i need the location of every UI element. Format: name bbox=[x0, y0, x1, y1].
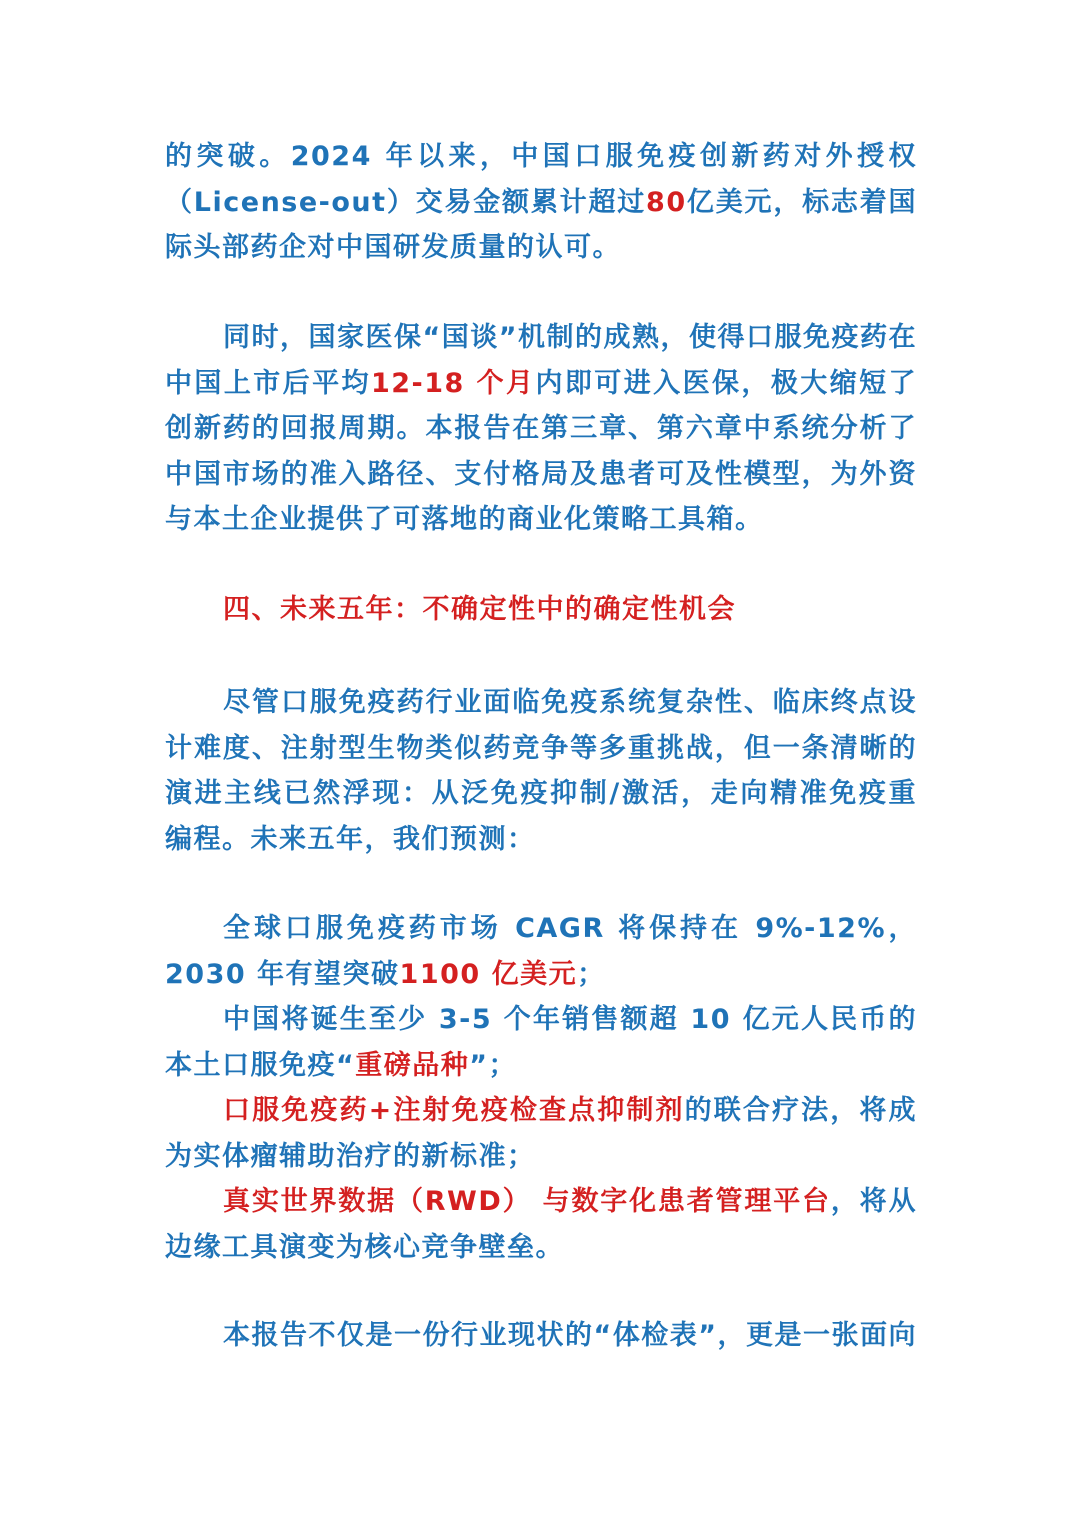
conclusion-text: 本报告不仅是一份行业现状的“体检表”，更是一张面向 bbox=[223, 1320, 917, 1351]
licensing-amount: 80 bbox=[646, 186, 687, 218]
prediction-blockbuster-end: ”； bbox=[469, 1049, 517, 1081]
paragraph-licensing bbox=[165, 134, 917, 271]
prediction-market-text: 全球口服免疫药市场 CAGR 将保持在 9%-12%，2030 年有望突破 bbox=[165, 913, 917, 990]
prediction-blockbuster-highlight: 重磅品种 bbox=[355, 1049, 470, 1081]
section-heading: 四、未来五年：不确定性中的确定性机会 bbox=[223, 594, 736, 625]
insurance-period: 12-18 个月 bbox=[370, 367, 536, 399]
prediction-market-end: ； bbox=[577, 958, 606, 990]
licensing-text-2: 亿美元，标志着国际头部药企对中国研发质量的认可。 bbox=[165, 186, 918, 263]
prediction-combination bbox=[165, 1088, 917, 1179]
prediction-rwd-text: ，将从边缘工具演变为核心竞争壁垒。 bbox=[165, 1186, 918, 1263]
paragraph-challenges bbox=[165, 680, 917, 862]
licensing-text-1: 的突破。2024 年以来，中国口服免疫创新药对外授权（License-out）交易金额累计超过 bbox=[165, 141, 917, 218]
prediction-market-value: 1100 亿美元 bbox=[399, 958, 578, 990]
prediction-list bbox=[165, 906, 917, 1270]
prediction-market-size bbox=[165, 906, 917, 997]
prediction-combination-text: 的联合疗法，将成为实体瘤辅助治疗的新标准； bbox=[165, 1095, 917, 1172]
prediction-rwd-highlight: 真实世界数据（RWD） 与数字化患者管理平台 bbox=[223, 1186, 831, 1217]
paragraph-conclusion bbox=[165, 1313, 917, 1359]
insurance-text-1: 同时，国家医保“国谈”机制的成熟，使得口服免疫药在中国上市后平均 bbox=[165, 322, 917, 399]
prediction-rwd bbox=[165, 1179, 917, 1270]
challenges-text: 尽管口服免疫药行业面临免疫系统复杂性、临床终点设计难度、注射型生物类似药竞争等多重挑战，但一条清晰的演进主线已然浮现：从泛免疫抑制/激活，走向精准免疫重编程。未来五年，我们预测： bbox=[165, 687, 917, 855]
insurance-text-2: 内即可进入医保，极大缩短了创新药的回报周期。本报告在第三章、第六章中系统分析了中国市场的准入路径、支付格局及患者可及性模型，为外资与本土企业提供了可落地的商业化策略工具箱。 bbox=[165, 367, 918, 535]
prediction-combination-highlight: 口服免疫药+注射免疫检查点抑制剂 bbox=[223, 1095, 685, 1126]
prediction-blockbuster bbox=[165, 997, 917, 1088]
prediction-blockbuster-text: 中国将诞生至少 3-5 个年销售额超 10 亿元人民币的本土口服免疫“ bbox=[165, 1004, 917, 1081]
paragraph-medical-insurance bbox=[165, 315, 917, 543]
